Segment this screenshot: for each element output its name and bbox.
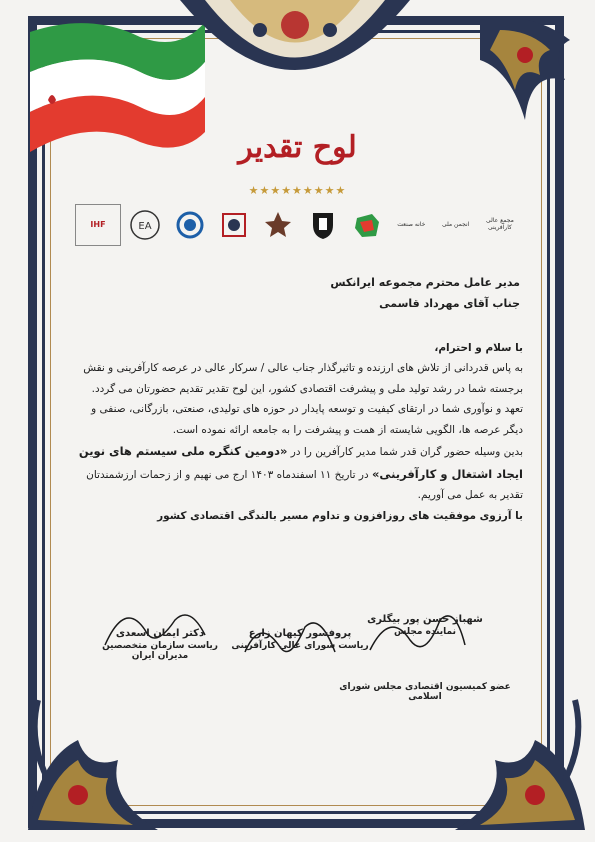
addressee	[120, 272, 520, 315]
signatory-1	[90, 628, 230, 661]
certificate-body	[78, 338, 523, 526]
star-row: ★★★★★★★★★	[248, 184, 347, 197]
body-paragraph-2: تعهد و نوآوری شما در ارتقای کیفیت و توسعه پایدار در حوزه های تولیدی، صنعتی، بازرگانی، صنفی و دیگر عرصه ها، الگویی شایسته از همت و پیشرفت را به جامعه ارائه نموده است.	[91, 403, 523, 436]
body-paragraph-3	[78, 440, 523, 505]
logo-text: مجمع عالی کارآفرینی	[486, 217, 514, 231]
body-paragraph-3-post: در تاریخ ۱۱ اسفندماه ۱۴۰۳ ارج می نهیم و از زحمات ارزشمندتان تقدیر به عمل می آوریم.	[86, 468, 523, 502]
emblem-logo-2	[436, 205, 476, 245]
square-logo	[214, 205, 254, 245]
emblem-logo	[480, 205, 520, 245]
corner-ornament-top-right	[470, 10, 580, 130]
ea-logo	[125, 205, 165, 245]
emblem-logo-3	[391, 205, 431, 245]
star-logo	[258, 205, 298, 245]
body-paragraph-1: به پاس قدردانی از تلاش های ارزنده و تاثیرگذار جناب عالی / سرکار عالی در عرصه کارآفرینی و نقش برجسته شما در رشد تولید ملی و پیشرفت اقتصادی کشور، این لوح تقدیر تقدیم حضورتان می گردد.	[83, 362, 523, 395]
corner-ornament-bottom-left	[18, 680, 168, 840]
signatory-2-name: پروفسور کیهان زارع	[248, 628, 352, 639]
signatory-1-role: ریاست سازمان متخصصین مدیران ایران	[102, 641, 218, 661]
signatory-4-role: عضو کمیسیون اقتصادی مجلس شورای اسلامی	[339, 682, 511, 702]
signatory-4	[330, 680, 520, 702]
logo-row	[75, 204, 520, 246]
signatory-2-role: ریاست شورای عالی کارآفرینی	[231, 641, 369, 651]
ea-logo-text: EA	[138, 221, 152, 232]
logo-text: انجمن ملی	[441, 220, 470, 228]
signatory-3	[350, 614, 500, 637]
closing-line: با آرزوی موفقیت های روزافزون و تداوم مسیر بالندگی اقتصادی کشور	[157, 509, 523, 522]
logo-text: IHF	[90, 219, 106, 229]
signatory-1-name: دکتر ایمان اسعدی	[115, 628, 205, 639]
signatory-2	[230, 628, 370, 651]
shield-logo	[303, 205, 343, 245]
iran-map-logo	[347, 205, 387, 245]
circle-logo	[170, 205, 210, 245]
top-ornament	[160, 0, 430, 110]
greeting: با سلام و احترام،	[434, 342, 523, 354]
addressee-title: مدیر عامل محترم مجموعه ایرانکس	[330, 276, 520, 289]
event-name: «دومین کنگره ملی سیستم های نوین ایجاد اشتغال و کارآفرینی»	[78, 444, 523, 481]
certificate-title: لوح تقدیر	[238, 130, 357, 165]
addressee-name: جناب آقای مهرداد قاسمی	[379, 297, 520, 311]
corner-ornament-bottom-right	[445, 680, 595, 840]
body-paragraph-3-pre: بدین وسیله حضور گران قدر شما مدیر کارآفرین را در	[290, 446, 523, 459]
logo-text: خانه صنعت	[397, 220, 426, 228]
signatory-3-role: نماینده مجلس	[394, 627, 456, 637]
ihf-logo	[75, 204, 121, 246]
signatory-3-name: شهباز حسن پور بیگلری	[367, 614, 483, 625]
